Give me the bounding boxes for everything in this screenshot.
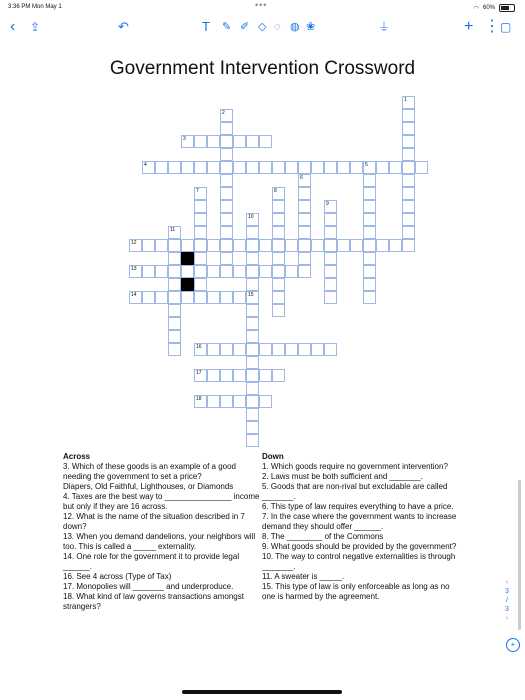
grid-cell[interactable]	[402, 109, 415, 122]
grid-cell[interactable]	[207, 135, 220, 148]
grid-cell[interactable]	[272, 226, 285, 239]
grid-cell[interactable]	[298, 343, 311, 356]
clue-across: 14. One role for the government it to provide legal ______.	[63, 552, 240, 571]
grid-cell[interactable]	[194, 213, 207, 226]
clue-down: 6. This type of law requires everything to have a price.	[262, 502, 454, 511]
grid-cell[interactable]	[194, 226, 207, 239]
undo-icon[interactable]: ↶	[118, 19, 129, 34]
clue-across: Diapers, Old Faithful, Lighthouses, or Diamonds	[63, 482, 234, 491]
grid-cell[interactable]	[220, 343, 233, 356]
clue-number: 1	[404, 97, 407, 103]
grid-cell[interactable]	[259, 265, 272, 278]
grid-cell[interactable]	[220, 148, 233, 161]
grid-cell[interactable]	[402, 200, 415, 213]
eraser-icon[interactable]: ◇	[258, 21, 267, 33]
clue-number: 2	[222, 110, 225, 116]
highlighter-icon[interactable]: ✐	[240, 21, 250, 33]
grid-cell[interactable]	[220, 252, 233, 265]
pages-icon[interactable]: ▢	[500, 20, 512, 34]
photo-icon[interactable]: ❀	[306, 21, 316, 33]
wifi-icon: ◠	[473, 5, 479, 12]
grid-cell[interactable]	[246, 356, 259, 369]
grid-cell[interactable]	[402, 239, 415, 252]
grid-cell[interactable]	[259, 395, 272, 408]
grid-cell[interactable]	[220, 174, 233, 187]
clue-number: 6	[300, 175, 303, 181]
clue-number: 10	[248, 214, 254, 220]
grid-cell[interactable]	[246, 135, 259, 148]
clue-down: 11. A sweater is _____.	[262, 572, 345, 581]
grid-cell[interactable]	[324, 252, 337, 265]
chevron-down-icon[interactable]: ›	[505, 615, 509, 622]
grid-cell[interactable]	[376, 161, 389, 174]
grid-cell[interactable]	[285, 239, 298, 252]
clue-across: 13. When you demand dandelions, your neighbors will too. This is called a _____ externality.	[63, 532, 256, 551]
grid-cell[interactable]	[272, 161, 285, 174]
grid-cell[interactable]	[220, 265, 233, 278]
clue-down: 5. Goods that are non-rival but excludable are called _______.	[262, 482, 448, 501]
grid-cell[interactable]	[142, 265, 155, 278]
grid-cell[interactable]	[155, 239, 168, 252]
grid-cell[interactable]	[246, 330, 259, 343]
grid-cell[interactable]	[298, 226, 311, 239]
clue-across: 4. Taxes are the best way to _______________ income but only if they are 16 across.	[63, 492, 260, 511]
grid-cell[interactable]	[168, 330, 181, 343]
clue-down: 10. The way to control negative externalities is through _______.	[262, 552, 456, 571]
status-bar	[0, 0, 525, 14]
grid-cell[interactable]	[233, 239, 246, 252]
grid-cell[interactable]	[207, 343, 220, 356]
current-page: 3	[505, 588, 509, 595]
battery-label: 60%	[482, 5, 495, 11]
grid-cell[interactable]	[298, 200, 311, 213]
grid-cell[interactable]	[324, 226, 337, 239]
grid-cell[interactable]	[259, 135, 272, 148]
grid-cell[interactable]	[246, 395, 259, 408]
clue-number: 13	[131, 266, 137, 272]
grid-cell[interactable]	[220, 213, 233, 226]
black-cell	[181, 278, 194, 291]
toolbar	[0, 14, 525, 42]
grid-cell[interactable]	[350, 161, 363, 174]
grid-cell[interactable]	[168, 317, 181, 330]
grid-cell[interactable]	[246, 408, 259, 421]
scrollbar[interactable]	[518, 480, 521, 630]
grid-cell[interactable]	[181, 291, 194, 304]
grid-cell[interactable]	[402, 226, 415, 239]
page-indicator[interactable]	[505, 578, 509, 623]
grid-cell[interactable]	[181, 265, 194, 278]
clue-across: 18. What kind of law governs transactions amongst strangers?	[63, 592, 244, 611]
microphone-icon[interactable]: ⏚	[378, 20, 391, 34]
grid-cell[interactable]	[233, 291, 246, 304]
clue-number: 17	[196, 370, 202, 376]
clue-down: 7. In the case where the government wants to increase demand they should offer ______.	[262, 512, 457, 531]
grid-cell[interactable]	[272, 343, 285, 356]
clue-down: 8. The ________ of the Commons	[262, 532, 384, 541]
grid-cell[interactable]	[337, 239, 350, 252]
grid-cell[interactable]	[220, 291, 233, 304]
across-header: Across	[63, 452, 91, 461]
clue-across: 17. Monopolies will _______ and underproduce.	[63, 582, 234, 591]
grid-cell[interactable]	[207, 161, 220, 174]
clue-number: 11	[170, 227, 176, 233]
grid-cell[interactable]	[402, 174, 415, 187]
down-clues	[262, 452, 462, 602]
grid-cell[interactable]	[194, 161, 207, 174]
grid-cell[interactable]	[376, 239, 389, 252]
grid-cell[interactable]	[311, 161, 324, 174]
grid-cell[interactable]	[259, 161, 272, 174]
grid-cell[interactable]	[246, 317, 259, 330]
grid-cell[interactable]	[168, 239, 181, 252]
grid-cell[interactable]	[168, 252, 181, 265]
black-cell	[181, 252, 194, 265]
grid-cell[interactable]	[272, 252, 285, 265]
grid-cell[interactable]	[324, 239, 337, 252]
clue-down: 9. What goods should be provided by the government?	[262, 542, 457, 551]
pen-icon[interactable]: ✎	[222, 21, 232, 33]
grid-cell[interactable]	[142, 291, 155, 304]
share-icon[interactable]: ⇪	[30, 20, 41, 34]
across-clues	[63, 452, 263, 612]
grid-cell[interactable]	[233, 369, 246, 382]
grid-cell[interactable]	[363, 239, 376, 252]
text-tool-icon[interactable]: T	[202, 19, 210, 34]
grid-cell[interactable]	[246, 304, 259, 317]
grid-cell[interactable]	[220, 200, 233, 213]
grid-cell[interactable]	[363, 291, 376, 304]
clue-down: 1. Which goods require no government intervention?	[262, 462, 448, 471]
grid-cell[interactable]	[168, 343, 181, 356]
grid-cell[interactable]	[402, 148, 415, 161]
add-page-button[interactable]: +	[464, 18, 474, 35]
grid-cell[interactable]	[324, 278, 337, 291]
grid-cell[interactable]	[246, 226, 259, 239]
grid-cell[interactable]	[311, 343, 324, 356]
grid-cell[interactable]	[337, 161, 350, 174]
grid-cell[interactable]	[285, 161, 298, 174]
grid-cell[interactable]	[298, 239, 311, 252]
grid-cell[interactable]	[194, 252, 207, 265]
grid-cell[interactable]	[246, 278, 259, 291]
grid-cell[interactable]	[363, 213, 376, 226]
grid-cell[interactable]	[155, 265, 168, 278]
grid-cell[interactable]	[311, 239, 324, 252]
grid-cell[interactable]	[324, 213, 337, 226]
zoom-icon[interactable]: +	[506, 638, 520, 652]
down-header: Down	[262, 452, 284, 461]
grid-cell[interactable]	[155, 291, 168, 304]
grid-cell[interactable]	[272, 291, 285, 304]
grid-cell[interactable]	[181, 239, 194, 252]
clue-number: 18	[196, 396, 202, 402]
clue-down: 2. Laws must be both sufficient and _______.	[262, 472, 423, 481]
grid-cell[interactable]	[220, 395, 233, 408]
grid-cell[interactable]	[194, 200, 207, 213]
grid-cell[interactable]	[363, 200, 376, 213]
clue-number: 12	[131, 240, 137, 246]
battery-icon	[499, 4, 515, 12]
grid-cell[interactable]	[168, 278, 181, 291]
more-icon[interactable]: ⋮	[484, 18, 500, 35]
clue-down: 15. This type of law is only enforceable as long as no one is harmed by the agreement.	[262, 582, 450, 601]
status-right	[474, 4, 515, 12]
clue-number: 3	[183, 136, 186, 142]
grid-cell[interactable]	[298, 252, 311, 265]
grid-cell[interactable]	[220, 239, 233, 252]
grid-cell[interactable]	[259, 343, 272, 356]
clue-number: 14	[131, 292, 137, 298]
grid-cell[interactable]	[402, 135, 415, 148]
grid-cell[interactable]	[220, 161, 233, 174]
grid-cell[interactable]	[233, 343, 246, 356]
grid-cell[interactable]	[168, 304, 181, 317]
grid-cell[interactable]	[389, 161, 402, 174]
grid-cell[interactable]	[246, 239, 259, 252]
grid-cell[interactable]	[363, 187, 376, 200]
home-indicator[interactable]	[182, 690, 342, 694]
lasso-icon[interactable]: ◌	[274, 21, 281, 33]
grid-cell[interactable]	[246, 434, 259, 447]
grid-cell[interactable]	[207, 265, 220, 278]
grid-cell[interactable]	[207, 369, 220, 382]
grid-cell[interactable]	[220, 369, 233, 382]
grid-cell[interactable]	[363, 252, 376, 265]
grid-cell[interactable]	[402, 122, 415, 135]
grid-cell[interactable]	[194, 135, 207, 148]
clue-number: 4	[144, 162, 147, 168]
grid-cell[interactable]	[298, 265, 311, 278]
grid-cell[interactable]	[402, 187, 415, 200]
grid-cell[interactable]	[402, 213, 415, 226]
grid-cell[interactable]	[285, 343, 298, 356]
clue-across: 12. What is the name of the situation described in 7 down?	[63, 512, 245, 531]
clue-number: 7	[196, 188, 199, 194]
chevron-up-icon[interactable]: ‹	[505, 579, 509, 586]
clue-across: 16. See 4 across (Type of Tax)	[63, 572, 172, 581]
grid-cell[interactable]	[207, 395, 220, 408]
grid-cell[interactable]	[402, 161, 415, 174]
grid-cell[interactable]	[181, 161, 194, 174]
grid-cell[interactable]	[272, 200, 285, 213]
grid-cell[interactable]	[272, 369, 285, 382]
grid-cell[interactable]	[363, 226, 376, 239]
grid-cell[interactable]	[207, 291, 220, 304]
grid-cell[interactable]	[168, 161, 181, 174]
grid-cell[interactable]	[168, 291, 181, 304]
grid-cell[interactable]	[324, 265, 337, 278]
grid-cell[interactable]	[207, 239, 220, 252]
shapes-icon[interactable]: ◍	[290, 21, 300, 33]
grid-cell[interactable]	[220, 187, 233, 200]
grid-cell[interactable]	[246, 382, 259, 395]
page-separator: /	[505, 597, 508, 604]
grid-cell[interactable]	[246, 161, 259, 174]
grid-cell[interactable]	[298, 187, 311, 200]
grid-cell[interactable]	[324, 291, 337, 304]
grid-cell[interactable]	[259, 239, 272, 252]
grid-cell[interactable]	[363, 174, 376, 187]
back-icon[interactable]: ‹	[10, 18, 16, 35]
grid-cell[interactable]	[194, 291, 207, 304]
grid-cell[interactable]	[272, 304, 285, 317]
clue-across: 3. Which of these goods is an example of a good needing the government to set a price?	[63, 462, 236, 481]
grid-cell[interactable]	[220, 135, 233, 148]
grid-cell[interactable]	[285, 265, 298, 278]
clue-number: 5	[365, 162, 368, 168]
grid-cell[interactable]	[194, 265, 207, 278]
grid-cell[interactable]	[363, 265, 376, 278]
grid-cell[interactable]	[272, 213, 285, 226]
page-title: Government Intervention Crossword	[109, 58, 416, 79]
grid-cell[interactable]	[415, 161, 428, 174]
grid-cell[interactable]	[259, 369, 272, 382]
grid-cell[interactable]	[155, 161, 168, 174]
clue-number: 15	[248, 292, 254, 298]
grid-cell[interactable]	[233, 135, 246, 148]
grid-cell[interactable]	[220, 122, 233, 135]
grid-cell[interactable]	[298, 161, 311, 174]
grid-cell[interactable]	[233, 395, 246, 408]
grid-cell[interactable]	[363, 278, 376, 291]
clue-number: 16	[196, 344, 202, 350]
clue-number: 9	[326, 201, 329, 207]
grid-cell[interactable]	[324, 343, 337, 356]
grid-cell[interactable]	[350, 239, 363, 252]
grid-cell[interactable]	[272, 265, 285, 278]
grid-cell[interactable]	[194, 239, 207, 252]
grid-cell[interactable]	[220, 226, 233, 239]
grid-cell[interactable]	[389, 239, 402, 252]
grid-cell[interactable]	[246, 343, 259, 356]
grid-cell[interactable]	[298, 213, 311, 226]
grid-cell[interactable]	[233, 161, 246, 174]
grid-cell[interactable]	[272, 239, 285, 252]
multitask-dots[interactable]: •••	[255, 0, 268, 10]
total-pages: 3	[505, 606, 509, 613]
grid-cell[interactable]	[194, 278, 207, 291]
clue-number: 8	[274, 188, 277, 194]
grid-cell[interactable]	[246, 265, 259, 278]
grid-cell[interactable]	[246, 252, 259, 265]
grid-cell[interactable]	[168, 265, 181, 278]
grid-cell[interactable]	[324, 161, 337, 174]
grid-cell[interactable]	[142, 239, 155, 252]
grid-cell[interactable]	[272, 278, 285, 291]
grid-cell[interactable]	[246, 421, 259, 434]
grid-cell[interactable]	[233, 265, 246, 278]
grid-cell[interactable]	[246, 369, 259, 382]
clock: 3:36 PM Mon May 1	[8, 4, 62, 10]
